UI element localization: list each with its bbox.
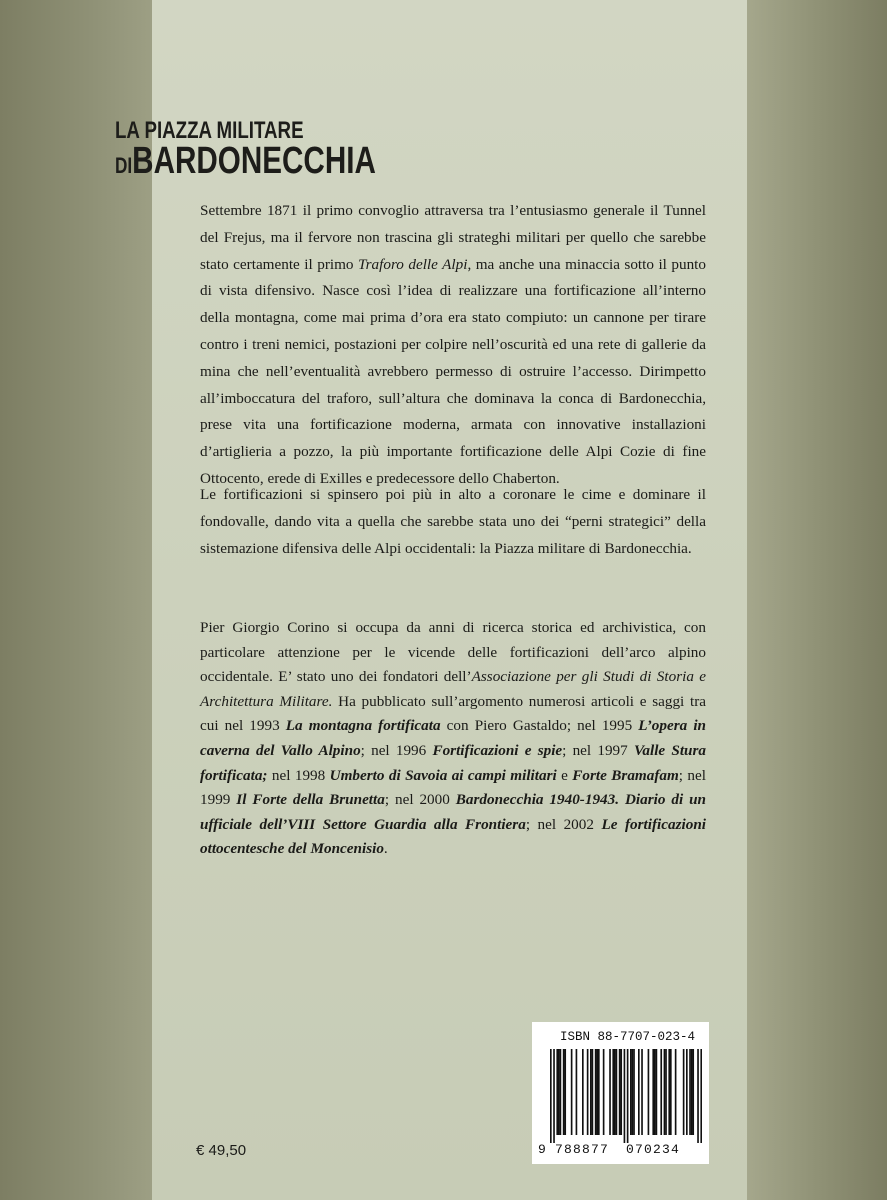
barcode-bar: [590, 1049, 592, 1135]
barcode-bar: [632, 1049, 634, 1135]
title-prefix: DI: [115, 153, 133, 178]
bio-text: Pier Giorgio Corino si occupa da anni di ricerca storica ed archivistica, con particolare attenzione per le vicende delle fortificazioni dell’arco alpino occidentale. E’ stato uno dei fondatori dell’: [200, 619, 706, 686]
barcode-bar: [616, 1049, 618, 1135]
barcode-bar: [612, 1049, 614, 1135]
isbn-barcode: [532, 1022, 709, 1164]
barcode-bar: [689, 1049, 691, 1135]
bio-text: .: [383, 840, 388, 858]
title-line-2: [115, 142, 376, 185]
barcode-digits-group-1: 788877: [555, 1142, 610, 1157]
barcode-bar: [668, 1049, 670, 1135]
description-paragraph-1: [200, 198, 706, 493]
barcode-bar: [564, 1049, 566, 1135]
barcode-bar: [624, 1049, 626, 1143]
bio-work: Fortificazioni e spie: [432, 741, 563, 759]
barcode-bar: [656, 1049, 658, 1135]
bio-text: ; nel 1997: [562, 741, 634, 759]
barcode-bar: [598, 1049, 600, 1135]
barcode-bar: [675, 1049, 677, 1135]
description-paragraph-2: Le fortificazioni si spinsero poi più in alto a coronare le cime e dominare il fondovalle, dando vita a quella che sarebbe stata uno dei “perni strategici” della sistemazione difensiva delle Alpi occidentali: la Piazza militare di Bardonecchia.: [200, 486, 706, 557]
author-bio: [200, 616, 706, 862]
title-line-1: LA PIAZZA MILITARE: [115, 117, 304, 144]
bio-text: Ha pubblicato sull’argomento numerosi articoli e saggi tra cui nel 1993: [200, 692, 706, 735]
bio-association: Associazione per gli Studi di Storia e Architettura Militare.: [200, 668, 706, 710]
p1-text-b: , ma anche una minaccia sotto il punto di vista difensivo. Nasce così l’idea di realizzare una fortificazione all’interno della montagna, come mai prima d’ora era stato compiuto: un cannone per tirare contro i treni nemici, postazioni per colpire nell’oscurità ed una rete di gallerie da mina che nell’eventualità avrebbero permesso di ostruire l’accesso. Dirimpetto all’imboccatura del traforo, sull’altura che dominava la conca di Bardonecchia, prese vita una fortificazione moderna, armata con innovative installazioni d’artiglieria a pozzo, la più importante fortificazione delle Alpi Cozie di fine Ottocento, erede di Exilles e predecessore dello Chaberton.: [200, 255, 706, 487]
bio-text: ; nel 2002: [525, 815, 602, 833]
barcode-bar: [630, 1049, 632, 1135]
bio-text: con Piero Gastaldo; nel 1995: [440, 717, 639, 735]
bio-text: ; nel 1999: [200, 766, 706, 809]
right-cover-band: [747, 0, 887, 1200]
barcode-bar: [614, 1049, 616, 1135]
barcode-bar: [609, 1049, 611, 1135]
barcode-bar: [620, 1049, 622, 1135]
barcode-bar: [563, 1049, 565, 1135]
bio-text: ; nel 2000: [384, 791, 456, 809]
barcode-bar: [558, 1049, 560, 1135]
barcode-bar: [670, 1049, 672, 1135]
price-label: € 49,50: [196, 1142, 247, 1159]
bio-text: ; nel 1996: [360, 741, 433, 759]
barcode-bar: [652, 1049, 654, 1135]
barcode-bar: [686, 1049, 688, 1135]
barcode-bar: [560, 1049, 562, 1135]
bio-text: e: [556, 766, 573, 784]
p1-italic-title: Traforo delle Alpi: [358, 255, 468, 273]
barcode-bar: [683, 1049, 685, 1135]
barcode-bar: [553, 1049, 555, 1143]
barcode-bar: [592, 1049, 594, 1135]
barcode-bar: [692, 1049, 694, 1135]
barcode-bar: [571, 1049, 573, 1135]
bio-work: Forte Bramafam: [572, 766, 679, 784]
barcode-bar: [595, 1049, 597, 1135]
title-main: BARDONECCHIA: [132, 140, 376, 182]
barcode-digits-group-2: 070234: [626, 1142, 681, 1157]
barcode-bar: [603, 1049, 605, 1135]
bio-text: nel 1998: [267, 766, 330, 784]
bio-work: Valle Stura fortificata;: [200, 741, 706, 784]
barcode-bar: [627, 1049, 629, 1143]
barcode-bar: [660, 1049, 662, 1135]
barcode-bar: [665, 1049, 667, 1135]
barcode-bar: [697, 1049, 699, 1143]
bio-work: Umberto di Savoia ai campi militari: [329, 766, 557, 784]
barcode-bar: [550, 1049, 552, 1143]
barcode-bar: [648, 1049, 650, 1135]
barcode-bar: [596, 1049, 598, 1135]
barcode-bar: [638, 1049, 640, 1135]
bio-work: Le fortificazioni ottocentesche del Moncenisio: [200, 815, 706, 858]
barcode-bars: [550, 1049, 702, 1143]
barcode-bar: [700, 1049, 702, 1143]
p1-text-a: Settembre 1871 il primo convoglio attraversa tra l’entusiasmo generale il Tunnel del Frejus, ma il fervore non trascina gli strateghi militari per quello che sarebbe stato certamente il primo: [200, 202, 706, 273]
bio-work: Il Forte della Brunetta: [236, 791, 385, 809]
barcode-bar: [633, 1049, 635, 1135]
barcode-digit-lead: 9: [538, 1142, 546, 1157]
book-title: [115, 118, 376, 185]
barcode-bar: [582, 1049, 584, 1135]
barcode-bar: [619, 1049, 621, 1135]
barcode-bar: [664, 1049, 666, 1135]
barcode-bar: [587, 1049, 589, 1135]
barcode-bar: [641, 1049, 643, 1135]
barcode-bar: [691, 1049, 693, 1135]
bio-work: Bardonecchia 1940-1943. Diario di un ufficiale dell’VIII Settore Guardia alla Frontiera: [200, 791, 706, 833]
bio-work: L’opera in caverna del Vallo Alpino: [200, 717, 706, 759]
barcode-bar: [654, 1049, 656, 1135]
barcode-bar: [556, 1049, 558, 1135]
bio-work: La montagna fortificata: [285, 717, 441, 735]
isbn-text: ISBN 88-7707-023-4: [560, 1030, 696, 1044]
barcode-bar: [576, 1049, 578, 1135]
